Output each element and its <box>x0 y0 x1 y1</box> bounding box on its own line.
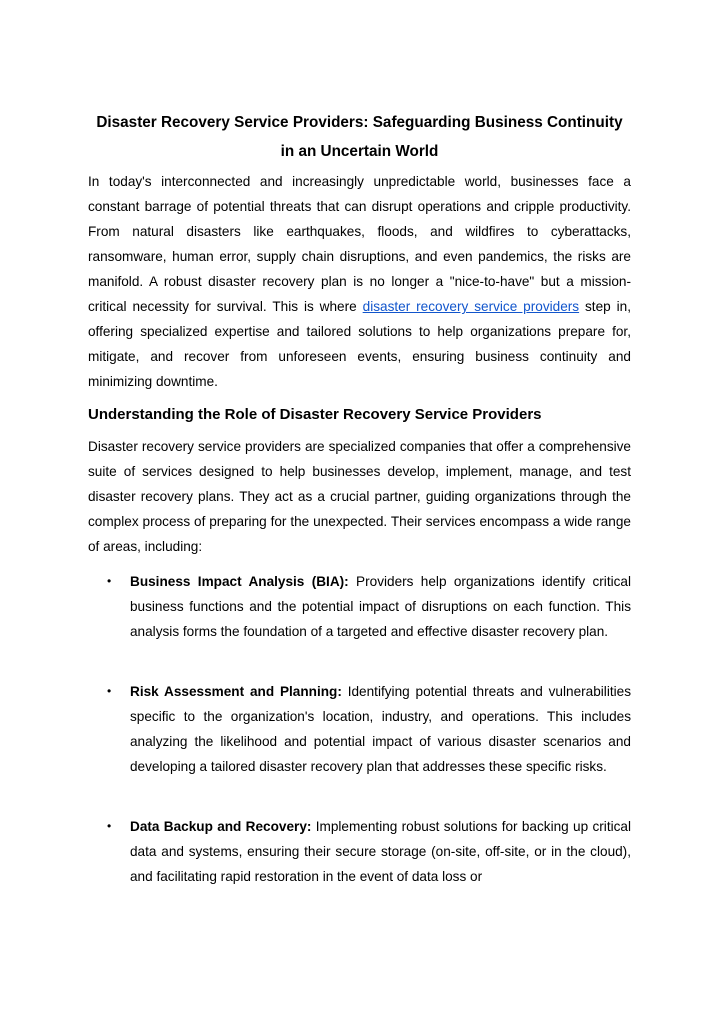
bullet-text <box>130 569 631 644</box>
bullet-term: Business Impact Analysis (BIA): <box>130 574 349 589</box>
disaster-recovery-service-providers-link[interactable]: disaster recovery service providers <box>362 299 580 314</box>
intro-text-after-link: step in, offering specialized expertise and tailored solutions to help organizations prepare for, mitigate, and recover from unforeseen events, ensuring business continuity and minimizing downtime. <box>88 299 631 389</box>
bullet-description: Providers help organizations identify critical business functions and the potential impact of disruptions on each function. This analysis forms the foundation of a targeted and effective disaster recovery plan. <box>130 574 631 639</box>
bullet-description: Identifying potential threats and vulnerabilities specific to the organization's location, industry, and operations. This includes analyzing the likelihood and potential impact of various disaster scenarios and developing a tailored disaster recovery plan that addresses these specific risks. <box>130 684 631 774</box>
bullet-marker: • <box>107 574 112 588</box>
section-heading: Understanding the Role of Disaster Recovery Service Providers <box>88 406 542 423</box>
bullet-term: Data Backup and Recovery: <box>130 819 312 834</box>
bullet-marker: • <box>107 819 112 833</box>
bullet-text <box>130 814 631 889</box>
bullet-description: Implementing robust solutions for backing up critical data and systems, ensuring their secure storage (on-site, off-site, or in the cloud), and facilitating rapid restoration in the event of data loss or <box>130 819 631 884</box>
intro-paragraph <box>88 169 631 394</box>
section-paragraph: Disaster recovery service providers are specialized companies that offer a comprehensive suite of services designed to help businesses develop, implement, manage, and test disaster recovery plans. They act as a crucial partner, guiding organizations through the complex process of preparing for the unexpected. Their services encompass a wide range of areas, including: <box>88 439 631 554</box>
bullet-marker: • <box>107 684 112 698</box>
document-title: Disaster Recovery Service Providers: Safeguarding Business Continuity in an Uncertain World <box>96 114 623 160</box>
intro-text-before-link: In today's interconnected and increasingly unpredictable world, businesses face a constant barrage of potential threats that can disrupt operations and cripple productivity. From natural disasters like earthquakes, floods, and wildfires to cyberattacks, ransomware, human error, supply chain disruptions, and even pandemics, the risks are manifold. A robust disaster recovery plan is no longer a "nice-to-have" but a mission-critical necessity for survival. This is where <box>88 174 631 314</box>
bullet-text <box>130 679 631 779</box>
bullet-term: Risk Assessment and Planning: <box>130 684 342 699</box>
